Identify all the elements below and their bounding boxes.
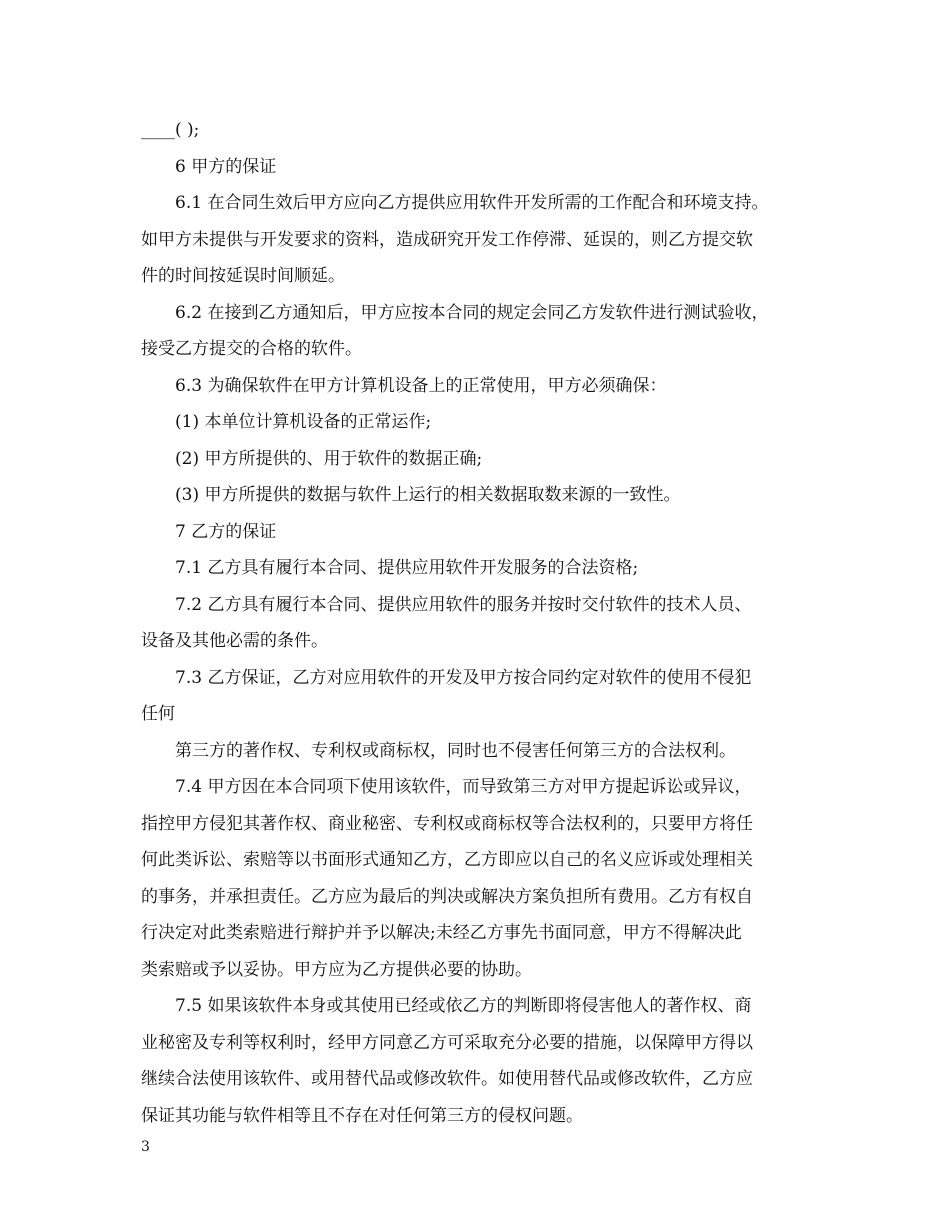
text-line: 7 乙方的保证 bbox=[175, 521, 277, 542]
text-line: 7.3 乙方保证，乙方对应用软件的开发及甲方按合同约定对软件的使用不侵犯 bbox=[175, 667, 752, 688]
text-line: (3) 甲方所提供的数据与软件上运行的相关数据取数来源的一致性。 bbox=[175, 485, 681, 505]
text-line: 设备及其他必需的条件。 bbox=[141, 631, 328, 651]
text-line: 6 甲方的保证 bbox=[175, 156, 277, 177]
text-line: 6.3 为确保软件在甲方计算机设备上的正常使用，甲方必须确保： bbox=[175, 375, 667, 396]
text-line: ____( ); bbox=[141, 120, 200, 140]
text-line: 任何 bbox=[141, 704, 175, 724]
text-line: 保证其功能与软件相等且不存在对任何第三方的侵权问题。 bbox=[141, 1105, 583, 1126]
text-line: 7.1 乙方具有履行本合同、提供应用软件开发服务的合法资格; bbox=[175, 558, 639, 578]
document-body bbox=[141, 112, 811, 1134]
page-number: 3 bbox=[141, 1139, 150, 1155]
text-line: (1) 本单位计算机设备的正常运作; bbox=[175, 412, 432, 432]
text-line: 如甲方未提供与开发要求的资料，造成研究开发工作停滞、延误的，则乙方提交软 bbox=[141, 229, 753, 250]
text-line: 7.4 甲方因在本合同项下使用该软件，而导致第三方对甲方提起诉讼或异议， bbox=[175, 777, 752, 797]
text-line: 业秘密及专利等权利时，经甲方同意乙方可采取充分必要的措施，以保障甲方得以 bbox=[141, 1032, 753, 1053]
text-line: 6.2 在接到乙方通知后，甲方应按本合同的规定会同乙方发软件进行测试验收， bbox=[175, 302, 769, 323]
text-line: 6.1 在合同生效后甲方应向乙方提供应用软件开发所需的工作配合和环境支持。 bbox=[175, 193, 769, 213]
text-line: (2) 甲方所提供的、用于软件的数据正确; bbox=[175, 448, 483, 469]
text-line: 的事务，并承担责任。乙方应为最后的判决或解决方案负担所有费用。乙方有权自 bbox=[141, 886, 753, 907]
text-line: 7.2 乙方具有履行本合同、提供应用软件的服务并按时交付软件的技术人员、 bbox=[175, 594, 752, 615]
text-line: 行决定对此类索赔进行辩护并予以解决;未经乙方事先书面同意，甲方不得解决此 bbox=[141, 923, 742, 943]
text-line: 类索赔或予以妥协。甲方应为乙方提供必要的协助。 bbox=[141, 959, 532, 980]
text-line: 继续合法使用该软件、或用替代品或修改软件。如使用替代品或修改软件，乙方应 bbox=[141, 1069, 753, 1089]
text-line: 何此类诉讼、索赔等以书面形式通知乙方，乙方即应以自己的名义应诉或处理相关 bbox=[141, 850, 753, 870]
text-line: 件的时间按延误时间顺延。 bbox=[141, 266, 345, 286]
text-line: 接受乙方提交的合格的软件。 bbox=[141, 339, 362, 359]
text-line: 7.5 如果该软件本身或其使用已经或依乙方的判断即将侵害他人的著作权、商 bbox=[175, 996, 752, 1016]
text-line: 指控甲方侵犯其著作权、商业秘密、专利权或商标权等合法权利的，只要甲方将任 bbox=[141, 813, 753, 834]
text-line: 第三方的著作权、专利权或商标权，同时也不侵害任何第三方的合法权利。 bbox=[175, 740, 736, 761]
